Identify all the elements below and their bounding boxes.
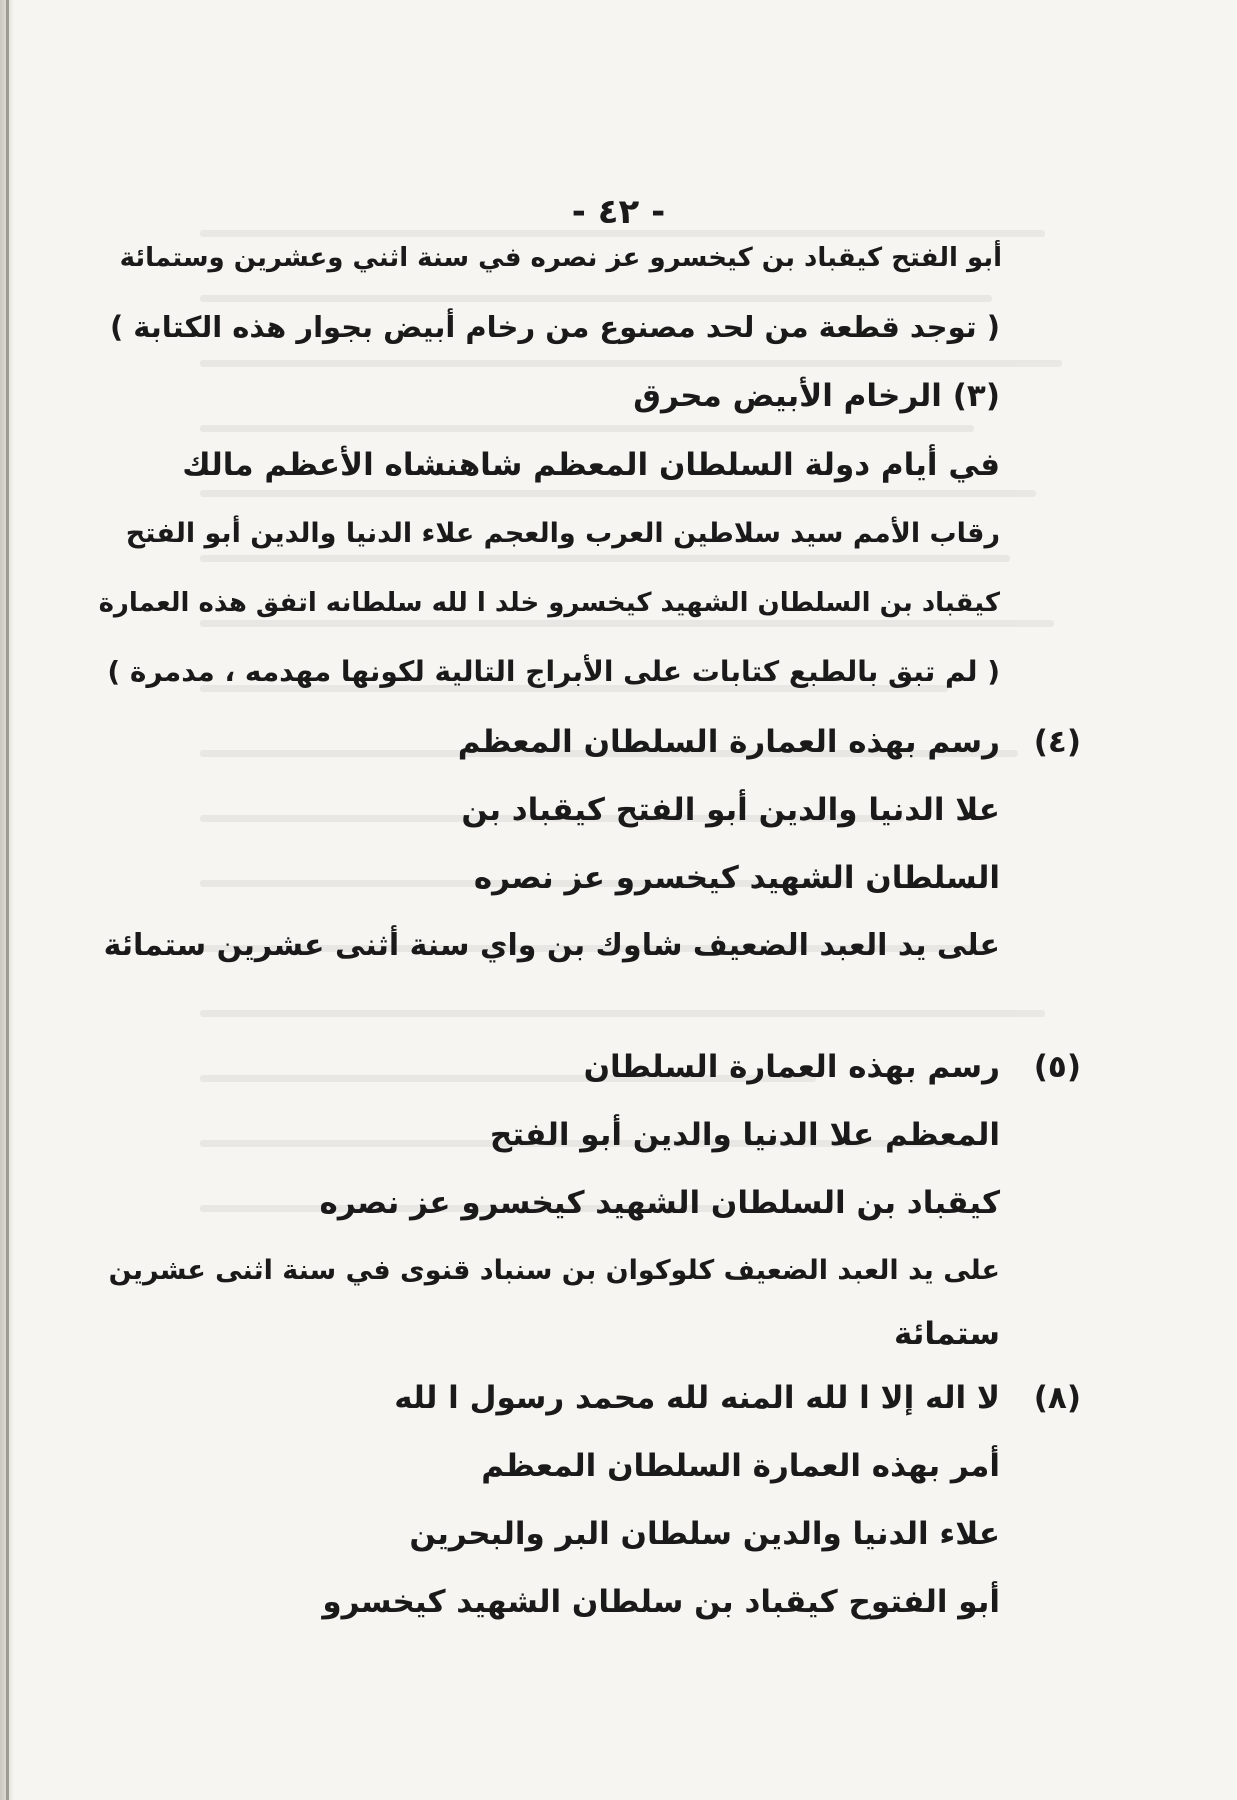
paragraph-line: ( لم تبق بالطبع كتابات على الأبراج التالية لكونها مهدمه ، مدمرة ) <box>107 655 1000 688</box>
paragraph-line: (٣) الرخام الأبيض محرق <box>633 378 1000 414</box>
paragraph-line: رقاب الأمم سيد سلاطين العرب والعجم علاء الدنيا والدين أبو الفتح <box>125 518 1000 549</box>
page-number: - ٤٢ - <box>571 192 666 232</box>
paragraph-line: أبو الفتح كيقباد بن كيخسرو عز نصره في سنة اثني وعشرين وستمائة <box>119 243 1002 273</box>
inscription-line: لا اله إلا ا لله المنه لله محمد رسول ا لله <box>394 1380 1000 1416</box>
paragraph-line: كيقباد بن السلطان الشهيد كيخسرو خلد ا لله سلطانه اتفق هذه العمارة <box>98 588 1000 618</box>
inscription-line: رسم بهذه العمارة السلطان المعظم <box>457 724 1000 760</box>
inscription-line: السلطان الشهيد كيخسرو عز نصره <box>473 860 1000 896</box>
inscription-line: علاء الدنيا والدين سلطان البر والبحرين <box>409 1516 1000 1552</box>
inscription-line: رسم بهذه العمارة السلطان <box>583 1049 1000 1085</box>
inscription-line: أمر بهذه العمارة السلطان المعظم <box>481 1448 1000 1484</box>
inscription-marker: (٨) <box>1033 1380 1081 1416</box>
inscription-line: علا الدنيا والدين أبو الفتح كيقباد بن <box>461 792 1000 828</box>
page-binding-line <box>6 0 9 1800</box>
inscription-line: ستمائة <box>893 1316 1000 1352</box>
inscription-line: المعظم علا الدنيا والدين أبو الفتح <box>489 1117 1000 1153</box>
inscription-line: كيقباد بن السلطان الشهيد كيخسرو عز نصره <box>319 1185 1000 1221</box>
inscription-line: على يد العبد الضعيف كلوكوان بن سنباد قنوى في سنة اثنى عشرين <box>108 1255 1000 1286</box>
paragraph-line: في أيام دولة السلطان المعظم شاهنشاه الأعظم مالك <box>182 447 1000 483</box>
inscription-line: على يد العبد الضعيف شاوك بن واي سنة أثنى عشرين ستمائة <box>103 928 1000 963</box>
inscription-marker: (٤) <box>1033 724 1081 760</box>
inscription-marker: (٥) <box>1033 1049 1081 1085</box>
paragraph-line: ( توجد قطعة من لحد مصنوع من رخام أبيض بجوار هذه الكتابة ) <box>109 310 1000 344</box>
inscription-line: أبو الفتوح كيقباد بن سلطان الشهيد كيخسرو <box>322 1584 1000 1620</box>
